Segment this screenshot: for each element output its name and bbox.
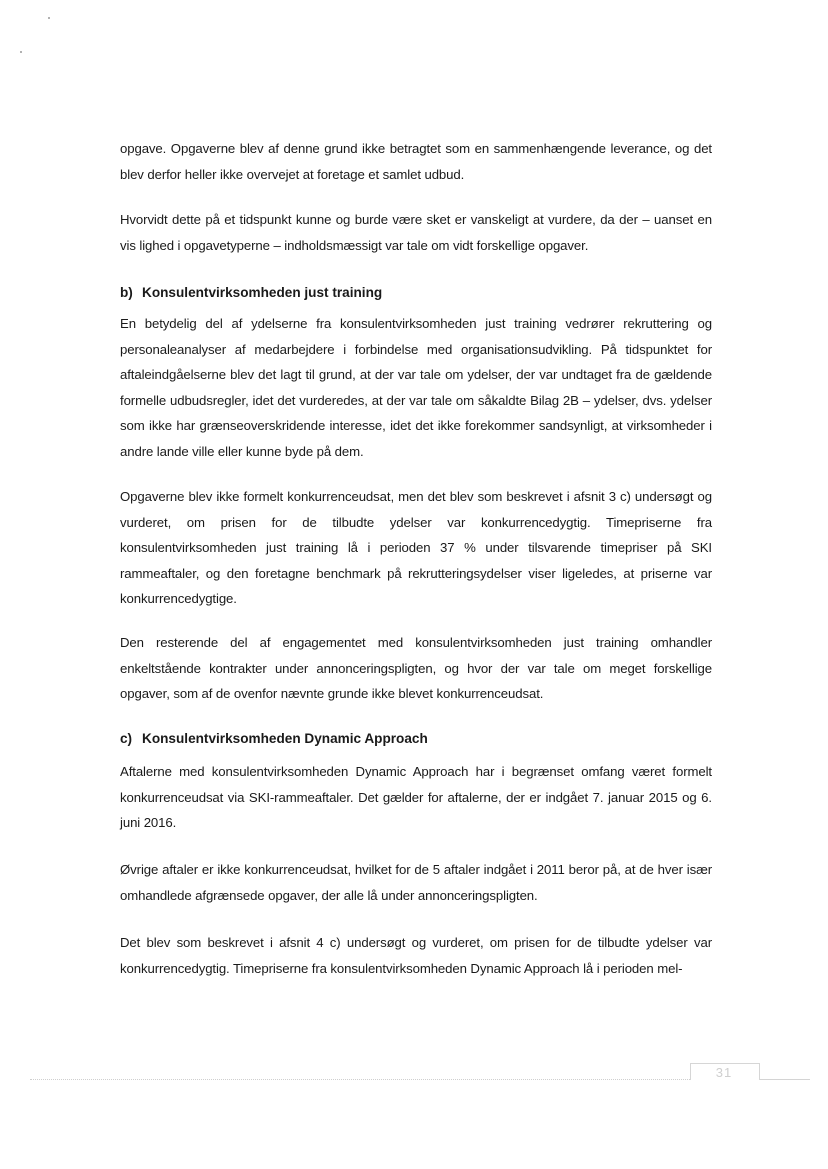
scan-speck (20, 51, 22, 53)
paragraph-1: opgave. Opgaverne blev af denne grund ikke betragtet som en sammenhængende leverance, og det blev derfor heller ikke overvejet at foretage et samlet udbud. (120, 141, 712, 182)
paragraph-4: Opgaverne blev ikke formelt konkurrenceudsat, men det blev som beskrevet i afsnit 3 c) undersøgt og vurderet, om prisen for de tilbudte ydelser var konkurrencedygtig. Timepriserne fra konsulentvirksomheden just training lå i perioden 37 % under tilsvarende timepriser på SKI rammeaftaler, og den foretagne benchmark på rekrutteringsydelser viser ligeledes, at priserne var konkurrencedygtige. (120, 489, 712, 606)
paragraph-3: En betydelig del af ydelserne fra konsulentvirksomheden just training vedrører rekruttering og personaleanalyser af medarbejdere i forbindelse med organisationsudvikling. På tidspunktet for aftaleindgåelserne blev det lagt til grund, at der var tale om ydelser, der var undtaget fra de gældende formelle udbudsregler, idet det vurderedes, at der var tale om såkaldte Bilag 2B – ydelser, dvs. ydelser som ikke har grænseoverskridende interesse, idet det ikke forekommer sandsynligt, at virksomheder i andre lande ville eller kunne byde på dem. (120, 316, 712, 459)
section-number-b: b) (120, 285, 133, 300)
section-title-b: Konsulentvirksomheden just training (142, 285, 383, 300)
section-heading-b (120, 283, 712, 303)
scan-speck (48, 17, 50, 19)
paragraph-8: Det blev som beskrevet i afsnit 4 c) undersøgt og vurderet, om prisen for de tilbudte ydelser var konkurrencedygtig. Timepriserne fra konsulentvirksomheden Dynamic Approach lå i perioden mel- (120, 935, 712, 976)
footer-divider (30, 1079, 690, 1080)
paragraph-2: Hvorvidt dette på et tidspunkt kunne og burde være sket er vanskeligt at vurdere, da der – uanset en vis lighed i opgavetyperne – indholdsmæssigt var tale om vidt forskellige opgaver. (120, 212, 712, 253)
paragraph-5: Den resterende del af engagementet med konsulentvirksomheden just training omhandler enkeltstående kontrakter under annonceringspligten, og hvor der var tale om meget forskellige opgaver, som af de ovenfor nævnte grunde ikke blevet konkurrenceudsat. (120, 635, 712, 701)
section-number-c: c) (120, 731, 133, 746)
paragraph-6: Aftalerne med konsulentvirksomheden Dynamic Approach har i begrænset omfang været formelt konkurrenceudsat via SKI-rammeaftaler. Det gælder for aftalerne, der er indgået 7. januar 2015 og 6. juni 2016. (120, 764, 712, 830)
paragraph-7: Øvrige aftaler er ikke konkurrenceudsat, hvilket for de 5 aftaler indgået i 2011 beror på, at de hver især omhandlede afgrænsede opgaver, der alle lå under annonceringspligten. (120, 862, 712, 903)
section-title-c: Konsulentvirksomheden Dynamic Approach (142, 731, 428, 746)
page-number: 31 (715, 1065, 733, 1080)
section-heading-c (120, 729, 712, 749)
footer-divider-right (760, 1079, 810, 1080)
